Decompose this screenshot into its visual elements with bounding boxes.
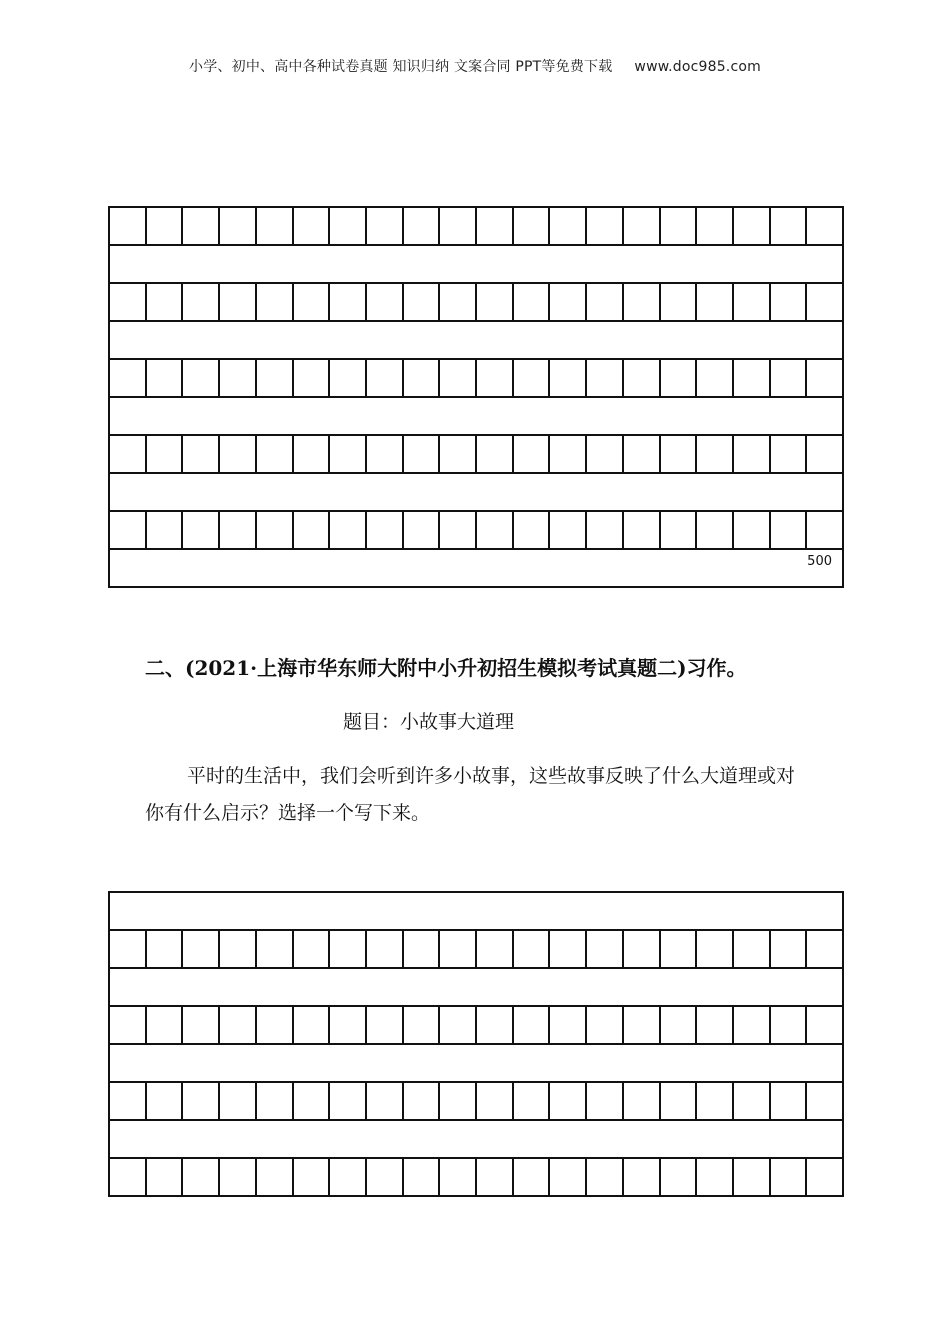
- grid-cell[interactable]: [587, 1007, 624, 1043]
- grid-cell[interactable]: [440, 512, 477, 548]
- header-url[interactable]: www.doc985.com: [634, 59, 761, 75]
- grid-cell[interactable]: [624, 1007, 661, 1043]
- grid-spacer-row: [110, 398, 842, 436]
- grid-cell[interactable]: [294, 931, 331, 967]
- grid-cell[interactable]: [587, 208, 624, 244]
- grid-cell[interactable]: [367, 284, 404, 320]
- grid-cell[interactable]: [404, 931, 441, 967]
- grid-cell[interactable]: [734, 1083, 771, 1119]
- grid-cell[interactable]: [294, 1007, 331, 1043]
- grid-cell[interactable]: [807, 1007, 842, 1043]
- grid-cell[interactable]: [110, 1159, 147, 1195]
- grid-cell[interactable]: [697, 931, 734, 967]
- grid-cell[interactable]: [771, 931, 808, 967]
- grid-cell[interactable]: [110, 436, 147, 472]
- grid-cell[interactable]: [404, 1083, 441, 1119]
- grid-cell[interactable]: [587, 1083, 624, 1119]
- grid-cell[interactable]: [404, 208, 441, 244]
- essay-prompt: 平时的生活中，我们会听到许多小故事，这些故事反映了什么大道理或对你有什么启示？选择一个写下来。: [145, 765, 796, 824]
- grid-cell[interactable]: [587, 1159, 624, 1195]
- grid-cell[interactable]: [330, 1159, 367, 1195]
- grid-cell[interactable]: [624, 208, 661, 244]
- grid-cell[interactable]: [110, 284, 147, 320]
- grid-cell[interactable]: [624, 1083, 661, 1119]
- grid-cell[interactable]: [183, 512, 220, 548]
- grid-cell[interactable]: [771, 208, 808, 244]
- grid-cell[interactable]: [330, 1083, 367, 1119]
- grid-cell[interactable]: [220, 1007, 257, 1043]
- grid-cell[interactable]: [404, 1007, 441, 1043]
- grid-cell[interactable]: [183, 1083, 220, 1119]
- grid-cell[interactable]: [807, 284, 842, 320]
- grid-cell[interactable]: [404, 360, 441, 396]
- grid-cell[interactable]: [477, 512, 514, 548]
- grid-cell[interactable]: [514, 931, 551, 967]
- grid-cell[interactable]: [440, 1159, 477, 1195]
- grid-cell[interactable]: [147, 436, 184, 472]
- grid-cell[interactable]: [734, 208, 771, 244]
- grid-cell-row[interactable]: [110, 1159, 842, 1195]
- grid-cell[interactable]: [183, 284, 220, 320]
- grid-cell[interactable]: [404, 512, 441, 548]
- grid-cell[interactable]: [771, 360, 808, 396]
- grid-cell[interactable]: [624, 360, 661, 396]
- grid-cell[interactable]: [294, 436, 331, 472]
- grid-cell[interactable]: [661, 931, 698, 967]
- grid-cell[interactable]: [697, 208, 734, 244]
- grid-cell[interactable]: [404, 1159, 441, 1195]
- grid-cell[interactable]: [734, 436, 771, 472]
- grid-cell[interactable]: [550, 512, 587, 548]
- grid-cell[interactable]: [477, 1083, 514, 1119]
- grid-cell[interactable]: [477, 208, 514, 244]
- grid-cell[interactable]: [624, 931, 661, 967]
- grid-cell[interactable]: [587, 284, 624, 320]
- grid-cell[interactable]: [257, 1159, 294, 1195]
- grid-cell-row[interactable]: [110, 284, 842, 322]
- grid-cell[interactable]: [807, 360, 842, 396]
- grid-cell[interactable]: [220, 436, 257, 472]
- grid-cell[interactable]: [587, 931, 624, 967]
- grid-cell[interactable]: [110, 512, 147, 548]
- grid-cell[interactable]: [330, 512, 367, 548]
- grid-cell[interactable]: [550, 1083, 587, 1119]
- grid-cell[interactable]: [661, 1007, 698, 1043]
- grid-cell[interactable]: [771, 512, 808, 548]
- grid-cell[interactable]: [257, 360, 294, 396]
- grid-spacer-row: [110, 1121, 842, 1159]
- grid-spacer-row: [110, 550, 842, 586]
- grid-cell[interactable]: [807, 1083, 842, 1119]
- grid-cell[interactable]: [294, 1083, 331, 1119]
- grid-cell-row[interactable]: [110, 360, 842, 398]
- grid-cell[interactable]: [147, 208, 184, 244]
- grid-cell[interactable]: [771, 1159, 808, 1195]
- grid-cell[interactable]: [330, 208, 367, 244]
- grid-cell[interactable]: [257, 1007, 294, 1043]
- grid-cell[interactable]: [514, 512, 551, 548]
- grid-cell[interactable]: [697, 360, 734, 396]
- grid-cell[interactable]: [661, 1159, 698, 1195]
- grid-cell[interactable]: [220, 1083, 257, 1119]
- grid-cell[interactable]: [771, 284, 808, 320]
- question-title: 二、(2021·上海市华东师大附中小升初招生模拟考试真题二)习作。: [145, 656, 747, 680]
- grid-cell[interactable]: [367, 512, 404, 548]
- grid-cell[interactable]: [661, 208, 698, 244]
- grid-cell[interactable]: [587, 512, 624, 548]
- grid-cell[interactable]: [697, 436, 734, 472]
- grid-cell[interactable]: [147, 512, 184, 548]
- grid-cell[interactable]: [550, 1159, 587, 1195]
- grid-spacer-row: [110, 969, 842, 1007]
- grid-cell[interactable]: [220, 1159, 257, 1195]
- grid-spacer-row: [110, 246, 842, 284]
- writing-grid-bottom[interactable]: [108, 891, 844, 1197]
- grid-cell[interactable]: [220, 208, 257, 244]
- grid-cell[interactable]: [514, 284, 551, 320]
- grid-cell[interactable]: [807, 931, 842, 967]
- grid-cell[interactable]: [440, 1083, 477, 1119]
- grid-cell[interactable]: [147, 1159, 184, 1195]
- grid-cell[interactable]: [220, 931, 257, 967]
- grid-cell[interactable]: [624, 436, 661, 472]
- grid-cell[interactable]: [367, 1159, 404, 1195]
- grid-cell[interactable]: [110, 208, 147, 244]
- grid-cell[interactable]: [697, 284, 734, 320]
- grid-cell[interactable]: [147, 1083, 184, 1119]
- grid-cell[interactable]: [661, 284, 698, 320]
- grid-cell[interactable]: [147, 360, 184, 396]
- grid-cell[interactable]: [330, 1007, 367, 1043]
- grid-cell[interactable]: [550, 284, 587, 320]
- grid-cell[interactable]: [404, 436, 441, 472]
- grid-cell[interactable]: [771, 436, 808, 472]
- grid-cell[interactable]: [734, 1159, 771, 1195]
- grid-cell[interactable]: [734, 360, 771, 396]
- grid-cell[interactable]: [220, 360, 257, 396]
- grid-cell[interactable]: [330, 931, 367, 967]
- grid-cell-row[interactable]: [110, 436, 842, 474]
- grid-cell[interactable]: [147, 1007, 184, 1043]
- grid-cell[interactable]: [183, 1007, 220, 1043]
- grid-cell[interactable]: [147, 931, 184, 967]
- grid-cell[interactable]: [367, 1007, 404, 1043]
- grid-cell[interactable]: [697, 1007, 734, 1043]
- grid-cell[interactable]: [257, 208, 294, 244]
- grid-spacer-row: [110, 893, 842, 931]
- grid-cell[interactable]: [183, 931, 220, 967]
- grid-cell[interactable]: [807, 208, 842, 244]
- grid-cell[interactable]: [220, 284, 257, 320]
- grid-cell[interactable]: [183, 360, 220, 396]
- grid-cell[interactable]: [404, 284, 441, 320]
- grid-cell[interactable]: [734, 284, 771, 320]
- grid-cell[interactable]: [294, 284, 331, 320]
- grid-cell[interactable]: [477, 931, 514, 967]
- grid-cell[interactable]: [330, 360, 367, 396]
- grid-cell[interactable]: [257, 436, 294, 472]
- word-count-label: 500: [807, 554, 832, 569]
- grid-cell[interactable]: [624, 512, 661, 548]
- grid-cell[interactable]: [514, 1007, 551, 1043]
- grid-cell[interactable]: [440, 931, 477, 967]
- grid-cell[interactable]: [294, 1159, 331, 1195]
- writing-grid-top[interactable]: [108, 206, 844, 588]
- grid-cell[interactable]: [771, 1083, 808, 1119]
- grid-cell-row[interactable]: [110, 1083, 842, 1121]
- grid-cell[interactable]: [110, 931, 147, 967]
- grid-cell[interactable]: [220, 512, 257, 548]
- grid-cell[interactable]: [367, 360, 404, 396]
- grid-cell[interactable]: [514, 1159, 551, 1195]
- grid-cell[interactable]: [807, 1159, 842, 1195]
- grid-cell[interactable]: [110, 360, 147, 396]
- grid-cell[interactable]: [183, 1159, 220, 1195]
- grid-spacer-row: [110, 1045, 842, 1083]
- grid-cell[interactable]: [257, 512, 294, 548]
- grid-cell[interactable]: [367, 1083, 404, 1119]
- grid-cell[interactable]: [514, 1083, 551, 1119]
- grid-cell[interactable]: [550, 1007, 587, 1043]
- grid-cell[interactable]: [440, 1007, 477, 1043]
- grid-cell[interactable]: [661, 436, 698, 472]
- grid-cell[interactable]: [550, 360, 587, 396]
- grid-cell[interactable]: [697, 1159, 734, 1195]
- grid-spacer-row: [110, 322, 842, 360]
- grid-cell[interactable]: [367, 931, 404, 967]
- grid-cell[interactable]: [514, 360, 551, 396]
- essay-topic: 题目：小故事大道理: [343, 711, 515, 733]
- grid-cell[interactable]: [440, 436, 477, 472]
- grid-cell[interactable]: [624, 284, 661, 320]
- grid-cell[interactable]: [734, 931, 771, 967]
- grid-cell-row[interactable]: [110, 512, 842, 550]
- grid-cell[interactable]: [330, 436, 367, 472]
- grid-cell[interactable]: [807, 512, 842, 548]
- grid-cell[interactable]: [110, 1007, 147, 1043]
- grid-cell[interactable]: [294, 360, 331, 396]
- grid-cell[interactable]: [477, 360, 514, 396]
- grid-cell[interactable]: [477, 1007, 514, 1043]
- grid-cell[interactable]: [477, 436, 514, 472]
- grid-cell[interactable]: [440, 208, 477, 244]
- grid-cell-row[interactable]: [110, 931, 842, 969]
- grid-cell[interactable]: [624, 1159, 661, 1195]
- grid-cell[interactable]: [183, 208, 220, 244]
- grid-cell[interactable]: [550, 931, 587, 967]
- grid-spacer-row: [110, 474, 842, 512]
- page-header: [0, 56, 950, 76]
- grid-cell[interactable]: [183, 436, 220, 472]
- grid-cell[interactable]: [587, 360, 624, 396]
- grid-cell[interactable]: [661, 1083, 698, 1119]
- grid-cell[interactable]: [367, 436, 404, 472]
- header-text: 小学、初中、高中各种试卷真题 知识归纳 文案合同 PPT等免费下载: [189, 59, 613, 75]
- grid-cell[interactable]: [147, 284, 184, 320]
- grid-cell[interactable]: [294, 208, 331, 244]
- grid-cell[interactable]: [477, 284, 514, 320]
- grid-cell[interactable]: [661, 512, 698, 548]
- grid-cell[interactable]: [514, 436, 551, 472]
- grid-cell[interactable]: [294, 512, 331, 548]
- grid-cell[interactable]: [257, 931, 294, 967]
- grid-cell[interactable]: [367, 208, 404, 244]
- grid-cell[interactable]: [587, 436, 624, 472]
- grid-cell[interactable]: [661, 360, 698, 396]
- grid-cell[interactable]: [514, 208, 551, 244]
- grid-cell[interactable]: [330, 284, 367, 320]
- grid-cell[interactable]: [550, 208, 587, 244]
- grid-cell[interactable]: [550, 436, 587, 472]
- grid-cell[interactable]: [734, 1007, 771, 1043]
- grid-cell[interactable]: [807, 436, 842, 472]
- grid-cell[interactable]: [771, 1007, 808, 1043]
- grid-cell[interactable]: [477, 1159, 514, 1195]
- grid-cell[interactable]: [257, 1083, 294, 1119]
- grid-cell[interactable]: [697, 512, 734, 548]
- grid-cell[interactable]: [697, 1083, 734, 1119]
- grid-cell[interactable]: [734, 512, 771, 548]
- grid-cell[interactable]: [257, 284, 294, 320]
- grid-cell-row[interactable]: [110, 1007, 842, 1045]
- grid-cell[interactable]: [440, 360, 477, 396]
- grid-cell[interactable]: [440, 284, 477, 320]
- grid-cell-row[interactable]: [110, 208, 842, 246]
- grid-cell[interactable]: [110, 1083, 147, 1119]
